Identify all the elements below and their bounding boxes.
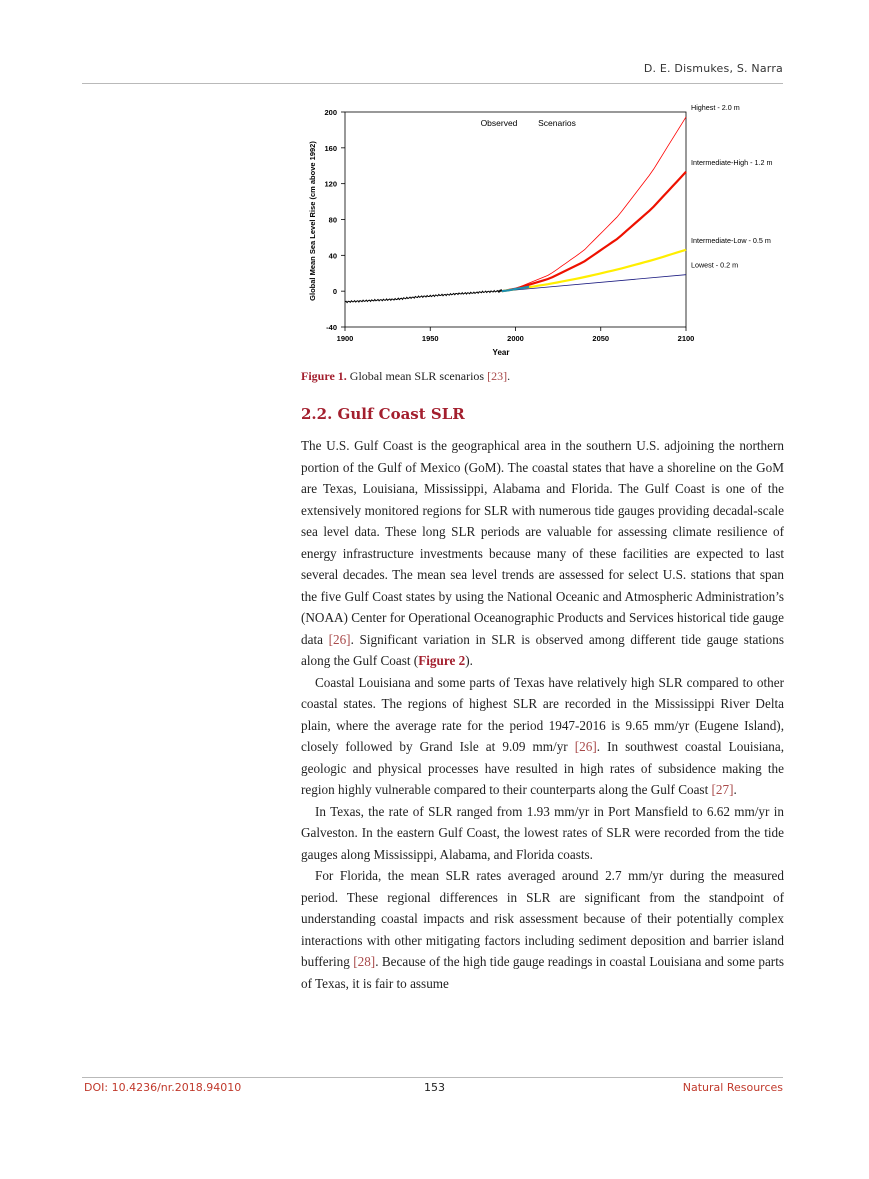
paragraph-1 — [301, 435, 784, 672]
footer-page-number: 153 — [424, 1081, 445, 1094]
annotation-observed: Observed — [480, 118, 518, 128]
y-tick-label: -40 — [326, 323, 337, 332]
series-label: Intermediate-Low - 0.5 m — [691, 235, 771, 245]
figure-label[interactable]: Figure 1. — [301, 369, 347, 383]
section-heading: 2.2. Gulf Coast SLR — [301, 405, 465, 423]
paragraph-4-text-a: For Florida, the mean SLR rates averaged around 2.7 mm/yr during the measured period. These regional differences in SLR are significant from the standpoint of understanding coastal impacts and risk assessment because of their potentially complex interactions with other mitigating factors including sediment deposition and barrier island buffering — [301, 868, 784, 969]
y-tick-label: 80 — [328, 215, 337, 225]
x-tick-label: 1900 — [336, 334, 354, 343]
figure-2-link[interactable]: Figure 2 — [418, 653, 466, 668]
x-tick-label: 2000 — [507, 334, 524, 343]
paragraph-1-text-a: The U.S. Gulf Coast is the geographical area in the southern U.S. adjoining the northern portion of the Gulf of Mexico (GoM). The coastal states that have a shoreline on the GoM are Texas, Louisiana, Mississippi, Alabama and Florida. The Gulf Coast is one of the extensively monitored regions for SLR with numerous tide gauges providing decadal-scale sea level data. These long SLR periods are valuable for assessing climate resilience of energy infrastructure investments because many of these facilities are expected to last several decades. The mean sea level trends are assessed for select U.S. stations that span the five Gulf Coast states by using the National Oceanic and Atmospheric Administration’s (NOAA) Center for Operational Oceanographic Products and Services historical tide gauge data — [301, 438, 784, 647]
series-label: Lowest - 0.2 m — [691, 260, 739, 270]
plot-frame — [345, 112, 686, 327]
y-axis-label: Global Mean Sea Level Rise (cm above 1992) — [308, 141, 317, 301]
slr-scenarios-chart — [300, 104, 784, 362]
figure-caption-ref[interactable]: [23] — [487, 369, 508, 383]
annotation-scenarios: Scenarios — [538, 118, 576, 128]
y-tick-label: 40 — [328, 251, 337, 261]
paragraph-1-text-b: . Significant variation in SLR is observed among different tide gauge stations along the Gulf Coast ( — [301, 631, 784, 668]
y-tick-label: 200 — [324, 108, 337, 117]
footer-journal-link[interactable]: Natural Resources — [682, 1081, 783, 1094]
running-header-authors: D. E. Dismukes, S. Narra — [643, 62, 783, 75]
footer-doi-link[interactable]: DOI: 10.4236/nr.2018.94010 — [84, 1081, 242, 1094]
y-tick-label: 0 — [332, 287, 337, 297]
figure-caption-text: Global mean SLR scenarios — [346, 369, 488, 383]
paragraph-3: In Texas, the rate of SLR ranged from 1.93 mm/yr in Port Mansfield to 6.62 mm/yr in Galveston. In the eastern Gulf Coast, the lowest rates of SLR were recorded from the tide gauges along Mississippi, Alabama, and Florida coasts. — [301, 803, 784, 862]
x-tick-label: 2100 — [677, 334, 695, 343]
x-axis-label: Year — [492, 348, 510, 357]
paragraph-2 — [301, 672, 784, 801]
y-tick-label: 120 — [324, 179, 337, 189]
y-tick-label: 160 — [324, 143, 337, 153]
figure-caption-end: . — [507, 369, 511, 383]
body-text — [301, 435, 784, 994]
paragraph-2-text-c: . — [733, 782, 737, 797]
header-divider — [82, 83, 783, 84]
footer-divider — [82, 1077, 783, 1078]
x-tick-label: 1950 — [421, 334, 439, 343]
citation-27[interactable]: [27] — [711, 782, 734, 797]
citation-26[interactable]: [26] — [328, 631, 351, 647]
figure-1 — [300, 104, 784, 362]
series-label: Intermediate-High - 1.2 m — [691, 157, 773, 167]
paragraph-4 — [301, 865, 784, 994]
paragraph-2-text-b: . In southwest coastal Louisiana, geologic and physical processes have resulted in high rates of subsidence making the region highly vulnerable compared to their counterparts along the Gulf Coast — [301, 739, 784, 797]
paragraph-2-text-a: Coastal Louisiana and some parts of Texas have relatively high SLR compared to other coastal states. The regions of highest SLR are recorded in the Mississippi River Delta plain, where the average rate for the period 1947-2016 is 9.65 mm/yr (Eugene Island), closely followed by Grand Isle at 9.09 mm/yr — [301, 674, 784, 754]
series-label: Highest - 2.0 m — [691, 104, 740, 112]
paragraph-1-text-c: ). — [465, 653, 473, 668]
figure-caption — [301, 369, 510, 384]
citation-26[interactable]: [26] — [574, 739, 597, 754]
x-tick-label: 2050 — [592, 334, 610, 343]
citation-28[interactable]: [28] — [353, 954, 376, 969]
paragraph-4-text-b: . Because of the high tide gauge readings in coastal Louisiana and some parts of Texas, it is fair to assume — [301, 954, 784, 991]
